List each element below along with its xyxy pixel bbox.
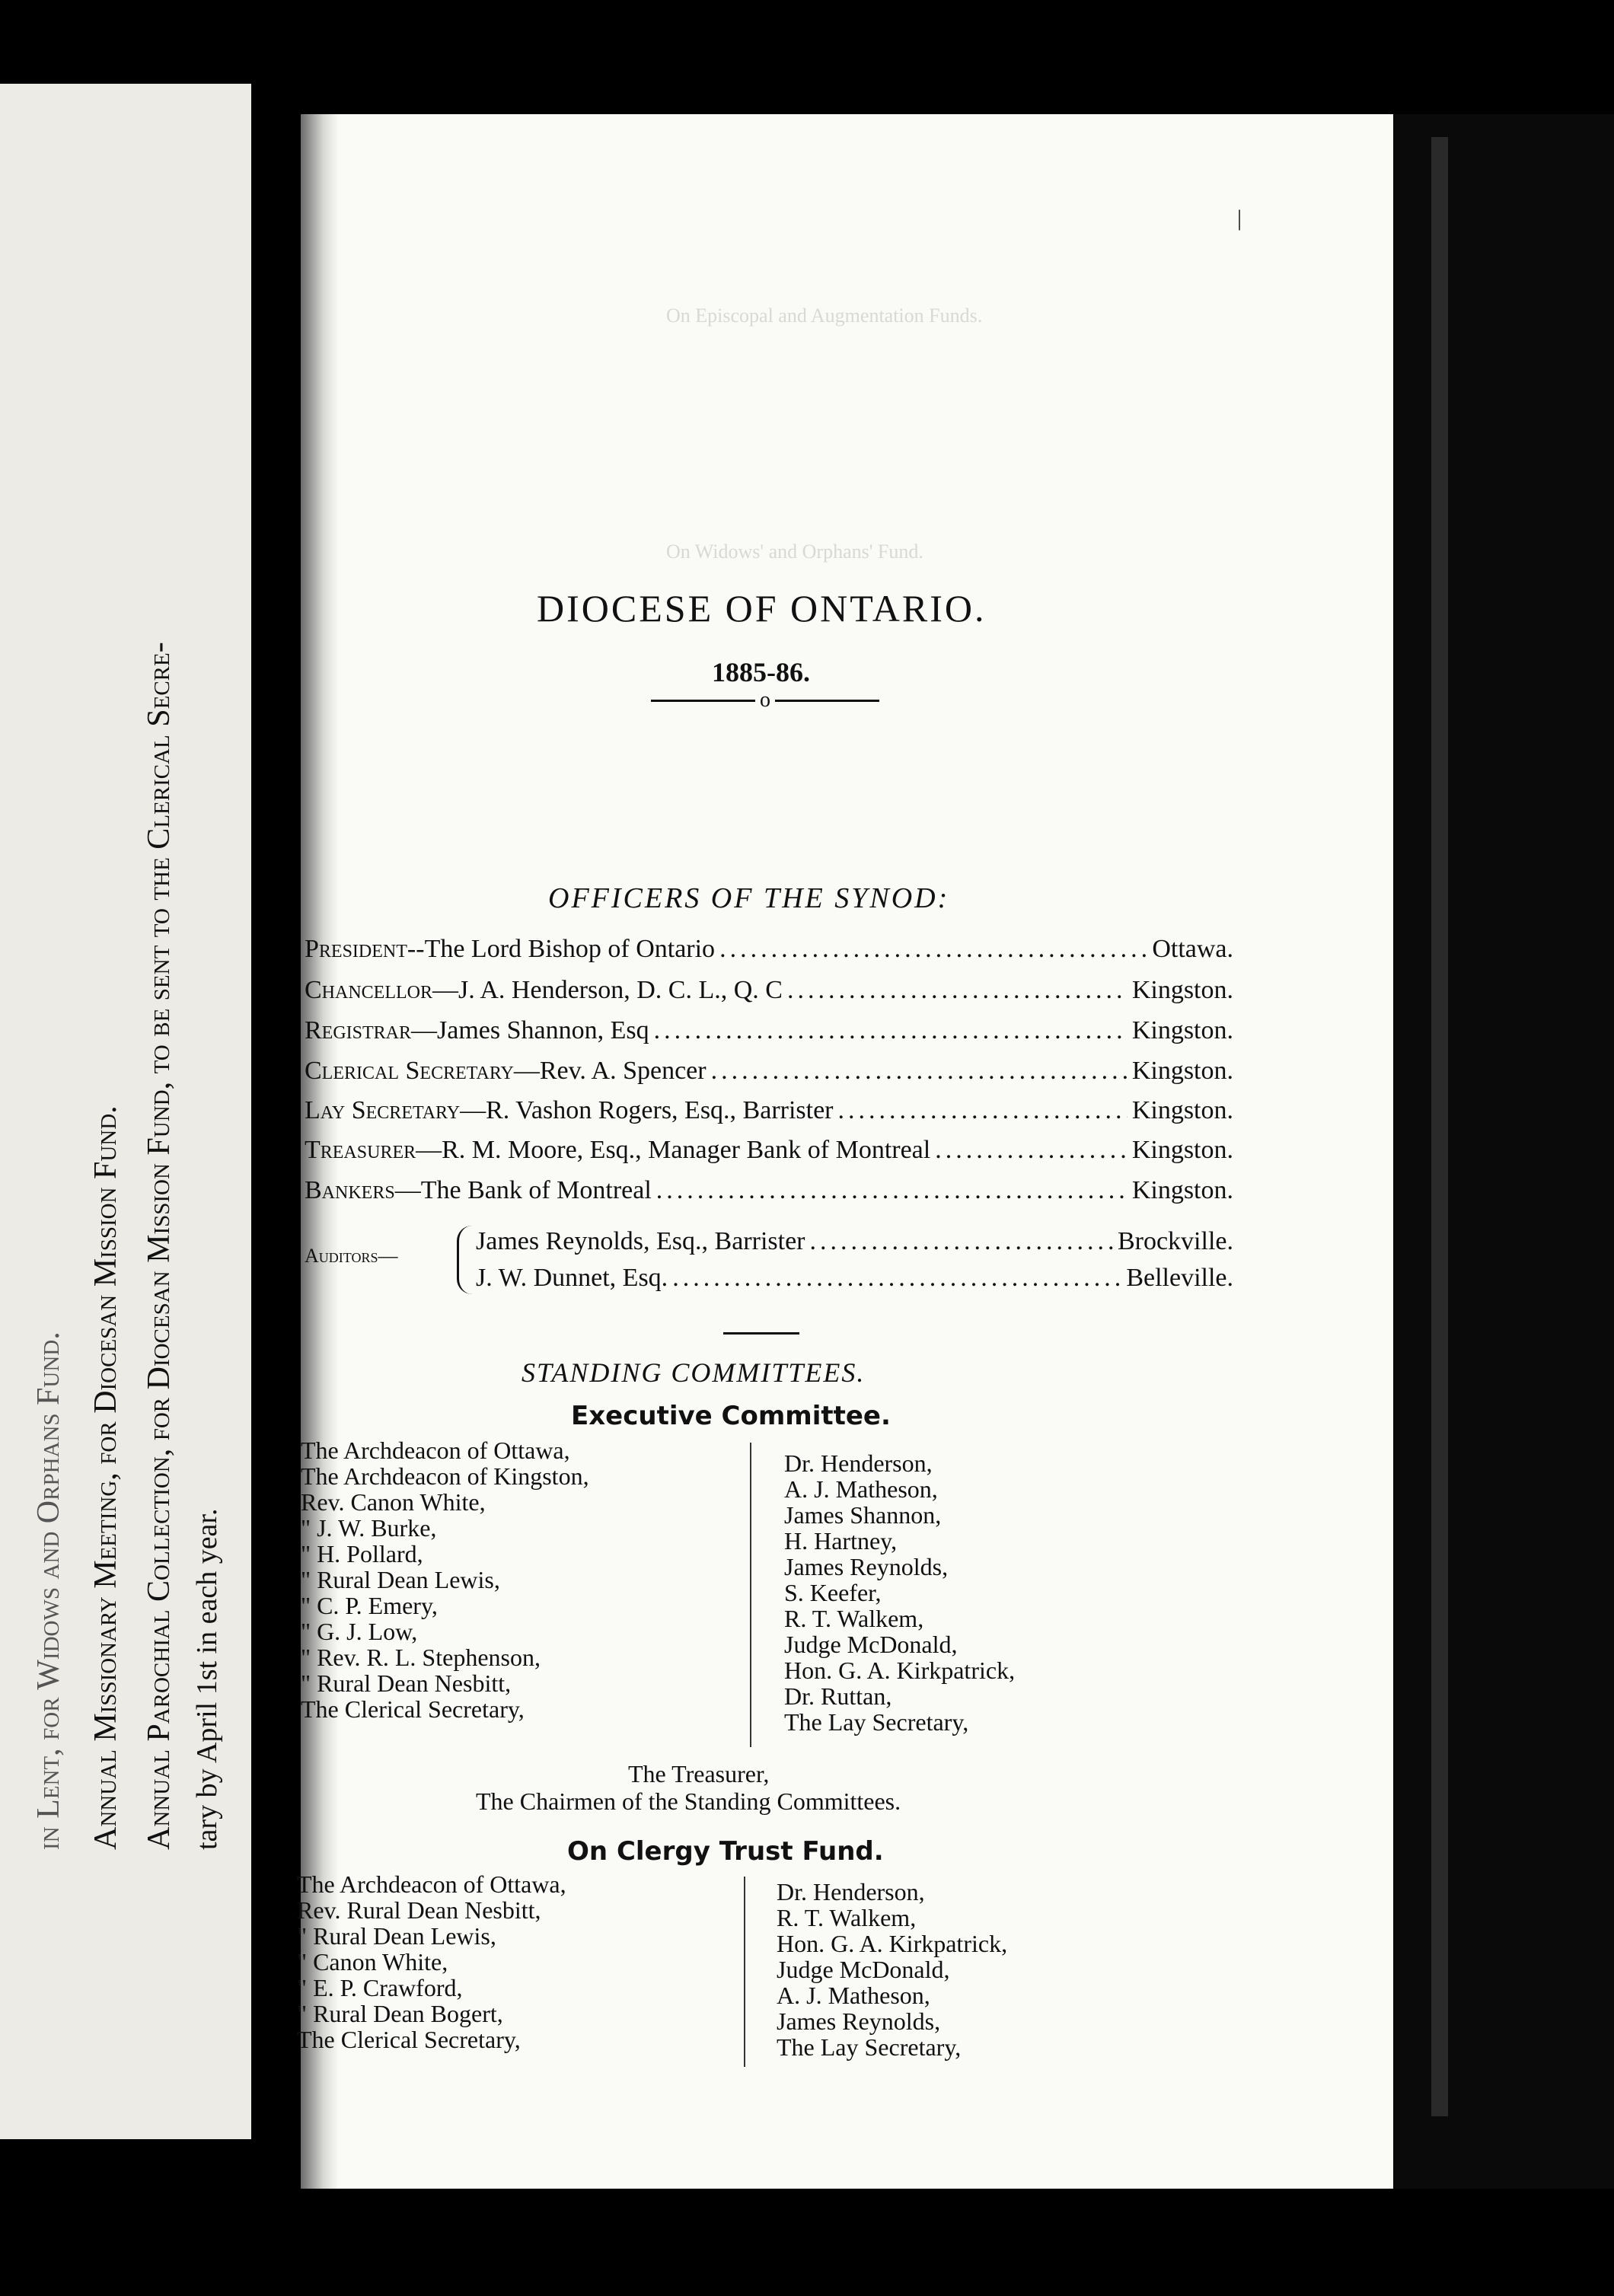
leader-dots [719,935,1147,964]
committee-member: Dr. Ruttan, [784,1682,892,1710]
officer-name: Rev. A. Spencer [539,1057,707,1085]
column-divider [750,1443,751,1747]
show-through-text: On Widows' and Orphans' Fund. [666,541,923,563]
officer-sep: — [460,1096,486,1124]
committee-member: " C. P. Emery, [301,1592,438,1619]
auditors-label: Auditors— [305,1245,398,1267]
page-title: DIOCESE OF ONTARIO. [537,587,987,630]
committee-member: Judge McDonald, [777,1956,950,1983]
committee-member: James Shannon, [784,1501,942,1529]
committee-member: The Archdeacon of Ottawa, [301,1437,570,1464]
leader-dots [935,1136,1128,1165]
left-page-line-4: in Lent, for Widows and Orphans Fund. [31,1331,66,1850]
separator-rule: o [651,693,879,708]
column-divider [744,1877,745,2067]
officer-sep: — [432,976,459,1004]
officer-row [305,1096,1233,1125]
committee-member: " E. P. Crawford, [297,1974,463,2001]
auditors-brace [457,1226,476,1294]
officer-row [305,935,1233,964]
committee-member: Dr. Henderson, [784,1449,933,1477]
committee-member: Hon. G. A. Kirkpatrick, [777,1930,1008,1957]
leader-dots [838,1096,1128,1125]
committee-member: Rev. Canon White, [301,1488,486,1516]
committee-member: " G. J. Low, [301,1618,418,1645]
committee-member: The Archdeacon of Kingston, [301,1462,589,1490]
committee-member: H. Hartney, [784,1527,898,1555]
officer-place: Kingston. [1131,1096,1233,1124]
book-edge [1431,137,1448,2116]
document-page [297,114,1393,2189]
officer-sep: — [394,1176,421,1204]
officer-name: R. M. Moore, Esq., Manager Bank of Montreal [442,1136,931,1164]
committee-member: " Rural Dean Bogert, [297,2000,503,2027]
officer-place: Kingston. [1131,1176,1233,1204]
committee-member: Dr. Henderson, [777,1878,925,1905]
scanner-background [1393,114,1614,2189]
committee-member: " Rural Dean Lewis, [301,1566,500,1593]
committee-member: S. Keefer, [784,1579,882,1606]
officer-row [305,1176,1233,1205]
officer-role: Lay Secretary [305,1096,461,1124]
committee-member: James Reynolds, [784,1553,949,1580]
officer-name: James Shannon, Esq [437,1016,649,1044]
officer-role: President [305,935,407,963]
standing-committees-heading: STANDING COMMITTEES. [522,1357,866,1388]
left-page-line-2: tary by April 1st in each year. [191,1508,223,1850]
clergy-trust-heading: On Clergy Trust Fund. [567,1836,884,1867]
clergy-trust-left-column [297,1871,566,2052]
committee-member: A. J. Matheson, [784,1475,938,1503]
committee-member: A. J. Matheson, [777,1982,930,2009]
executive-footer-1: The Treasurer, [628,1760,770,1787]
committee-member: R. T. Walkem, [784,1605,924,1632]
officer-row [305,976,1233,1005]
officer-place: Kingston. [1131,1057,1233,1085]
officer-place: Kingston. [1131,976,1233,1004]
committee-member: " H. Pollard, [301,1540,423,1567]
executive-left-column [301,1437,589,1722]
officer-sep: — [416,1136,442,1164]
officer-row [305,1057,1233,1086]
officer-place: Kingston. [1131,1136,1233,1164]
officer-role: Registrar [305,1016,412,1044]
committee-member: Hon. G. A. Kirkpatrick, [784,1657,1016,1684]
committee-member: Rev. Rural Dean Nesbitt, [297,1896,541,1924]
committee-member: The Lay Secretary, [784,1708,969,1736]
officer-name: J. A. Henderson, D. C. L., Q. C [458,976,783,1004]
section-rule [723,1332,799,1335]
executive-footer-2: The Chairmen of the Standing Committees. [476,1787,901,1815]
leader-dots [656,1176,1128,1205]
page-mark: | [1237,206,1242,231]
officer-sep: -- [407,935,425,963]
clergy-trust-right-column [777,1879,1007,2060]
officer-role: Bankers [305,1176,395,1204]
committee-member: The Archdeacon of Ottawa, [297,1870,566,1898]
officer-row [305,1016,1233,1045]
executive-committee-heading: Executive Committee. [571,1401,891,1431]
officer-name: The Lord Bishop of Ontario [424,935,716,963]
officer-row [305,1136,1233,1165]
officer-role: Clerical Secretary [305,1057,514,1085]
committee-member: " Canon White, [297,1948,448,1976]
show-through-text: On Episcopal and Augmentation Funds. [666,305,983,327]
executive-right-column [784,1450,1015,1735]
officer-role: Chancellor [305,976,433,1004]
officer-place: Kingston. [1131,1016,1233,1044]
leader-dots [654,1016,1128,1045]
committee-member: " Rev. R. L. Stephenson, [301,1644,541,1671]
committee-member: " Rural Dean Nesbitt, [301,1669,512,1697]
leader-dots [787,976,1128,1005]
committee-member: R. T. Walkem, [777,1904,917,1931]
auditor-row: James Reynolds, Esq., Barrister ..... Brockville. [476,1227,1233,1256]
committee-member: Judge McDonald, [784,1631,958,1658]
left-page-line-1: Annual Parochial Collection, for Diocesan Mission Fund, to be sent to the Clerical Secre- [142,642,177,1850]
left-page-line-3: Annual Missionary Meeting, for Diocesan Mission Fund. [88,1105,123,1850]
leader-dots [711,1057,1128,1086]
officer-name: The Bank of Montreal [420,1176,652,1204]
officer-role: Treasurer [305,1136,416,1164]
committee-member: The Lay Secretary, [777,2033,962,2061]
officer-name: R. Vashon Rogers, Esq., Barrister [486,1096,834,1124]
left-facing-page [0,84,251,2139]
auditor-row: J. W. Dunnet, Esq. ..... Belleville. [476,1264,1233,1293]
officers-heading: OFFICERS OF THE SYNOD: [548,882,950,914]
committee-member: " Rural Dean Lewis, [297,1922,496,1950]
committee-member: The Clerical Secretary, [297,2026,521,2053]
year-heading: 1885-86. [712,657,810,687]
committee-member: " J. W. Burke, [301,1514,437,1542]
committee-member: James Reynolds, [777,2007,941,2035]
officer-sep: — [411,1016,438,1044]
officer-sep: — [513,1057,540,1085]
officer-place: Ottawa. [1152,935,1233,963]
committee-member: The Clerical Secretary, [301,1695,525,1723]
